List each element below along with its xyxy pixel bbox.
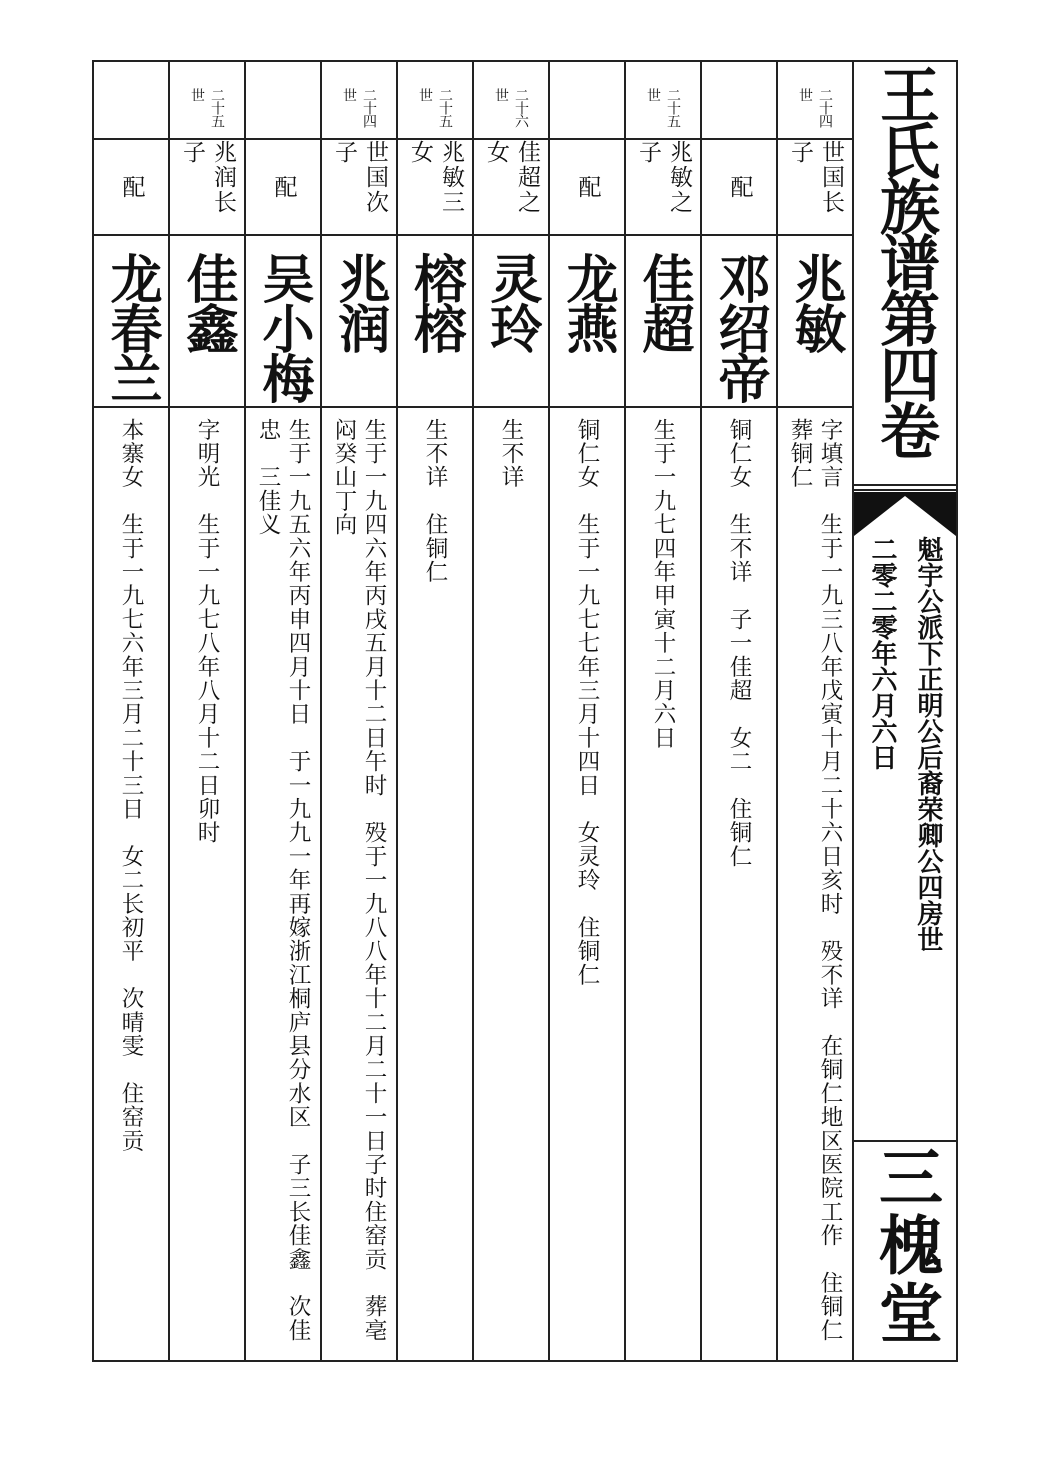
generation-cell xyxy=(778,62,852,140)
name-cell xyxy=(322,236,396,408)
person-name: 佳鑫 xyxy=(177,252,238,352)
relation-label: 配 xyxy=(726,174,753,200)
entry-column-8 xyxy=(244,62,320,1360)
relation-label: 世国次子 xyxy=(331,140,388,215)
person-name: 兆润 xyxy=(329,252,390,352)
entry-column-4 xyxy=(548,62,624,1360)
relation-label: 佳超之女 xyxy=(483,140,540,215)
person-name: 兆敏 xyxy=(785,252,846,352)
title-panel xyxy=(854,60,958,1362)
name-cell xyxy=(626,236,700,408)
generation-cell xyxy=(94,62,168,140)
name-cell xyxy=(94,236,168,408)
bio-cell xyxy=(474,408,548,1360)
generation-cell xyxy=(246,62,320,140)
relation-label: 兆润长子 xyxy=(179,140,236,215)
name-cell xyxy=(702,236,776,408)
bio-cell xyxy=(626,408,700,1360)
person-name: 邓绍帝 xyxy=(709,252,770,402)
name-cell xyxy=(398,236,472,408)
branch-lineage xyxy=(910,536,950,956)
relation-cell xyxy=(702,140,776,236)
generation-label: 二十四世 xyxy=(341,88,377,127)
compile-date-text: 二零二零年六月六日 xyxy=(867,536,897,770)
bio-cell xyxy=(778,408,852,1367)
genealogy-table xyxy=(92,60,854,1367)
generation-cell xyxy=(170,62,244,140)
title-divider xyxy=(854,484,956,486)
person-name: 吴小梅 xyxy=(253,252,314,402)
person-name: 灵玲 xyxy=(481,252,542,352)
bio-cell xyxy=(398,408,472,1360)
generation-label: 二十五世 xyxy=(645,88,681,127)
relation-label: 配 xyxy=(118,174,145,200)
generation-label: 二十六世 xyxy=(493,88,529,127)
hall-name-text: 三槐堂 xyxy=(868,1144,943,1348)
relation-cell xyxy=(778,140,852,236)
relation-cell xyxy=(398,140,472,236)
branch-lineage-text: 魁宇公派下正明公后裔荣卿公四房世 xyxy=(913,536,943,952)
bio-cell xyxy=(702,408,776,1360)
person-bio: 铜仁女 生不详 子一佳超 女二 住铜仁 xyxy=(726,418,752,869)
generation-cell xyxy=(702,62,776,140)
relation-cell xyxy=(246,140,320,236)
relation-cell xyxy=(474,140,548,236)
relation-cell xyxy=(170,140,244,236)
generation-cell xyxy=(474,62,548,140)
entry-column-7 xyxy=(320,62,396,1360)
entry-column-6 xyxy=(396,62,472,1360)
relation-label: 世国长子 xyxy=(787,140,844,215)
name-cell xyxy=(474,236,548,408)
generation-label: 二十五世 xyxy=(189,88,225,127)
entry-column-10 xyxy=(94,62,168,1360)
hall-name xyxy=(854,1144,956,1348)
person-bio: 生于一九七四年甲寅十二月六日 xyxy=(650,418,676,750)
entry-column-1 xyxy=(776,62,852,1367)
generation-label: 二十五世 xyxy=(417,88,453,127)
genealogy-page xyxy=(92,60,958,1367)
title-divider-double xyxy=(854,489,956,491)
person-name: 佳超 xyxy=(633,252,694,352)
relation-label: 配 xyxy=(574,174,601,200)
name-cell xyxy=(778,236,852,408)
name-cell xyxy=(550,236,624,408)
entry-column-9 xyxy=(168,62,244,1360)
person-bio: 生于一九四六年丙戌五月十二日午时 殁于一九八八年十二月二十一日子时住窑贡 葬亳闷癸山丁向 xyxy=(331,418,387,1343)
relation-label: 兆敏之子 xyxy=(635,140,692,215)
relation-cell xyxy=(322,140,396,236)
generation-cell xyxy=(322,62,396,140)
person-bio: 本寨女 生于一九七六年三月二十三日 女二长初平 次晴雯 住窑贡 xyxy=(118,418,144,1153)
fishtail-mark-icon xyxy=(854,492,956,538)
person-bio: 生不详 住铜仁 xyxy=(422,418,448,584)
bio-cell xyxy=(322,408,396,1360)
generation-cell xyxy=(550,62,624,140)
name-cell xyxy=(246,236,320,408)
bio-cell xyxy=(170,408,244,1360)
person-bio: 铜仁女 生于一九七七年三月十四日 女灵玲 住铜仁 xyxy=(574,418,600,987)
generation-cell xyxy=(626,62,700,140)
bio-cell xyxy=(94,408,168,1360)
person-name: 榕榕 xyxy=(405,252,466,352)
person-name: 龙燕 xyxy=(557,252,618,352)
relation-cell xyxy=(94,140,168,236)
relation-cell xyxy=(626,140,700,236)
person-bio: 生不详 xyxy=(498,418,524,490)
name-cell xyxy=(170,236,244,408)
relation-label: 兆敏三女 xyxy=(407,140,464,215)
generation-cell xyxy=(398,62,472,140)
compile-date xyxy=(864,536,904,774)
hall-divider xyxy=(854,1140,956,1142)
entry-column-2 xyxy=(700,62,776,1360)
bio-cell xyxy=(246,408,320,1360)
entry-column-3 xyxy=(624,62,700,1360)
generation-label: 二十四世 xyxy=(797,88,833,127)
person-bio: 生于一九五六年丙申四月十日 于一九九一年再嫁浙江桐庐县分水区 子三长佳鑫 次佳忠 三佳义 xyxy=(255,418,311,1343)
person-bio: 字明光 生于一九七八年八月十二日卯时 xyxy=(194,418,220,845)
person-name: 龙春兰 xyxy=(101,252,162,402)
book-title xyxy=(854,62,956,486)
person-bio: 字填言 生于一九三八年戊寅十月二十六日亥时 殁不详 在铜仁地区医院工作 住铜仁 葬铜仁 xyxy=(787,418,843,1367)
bio-cell xyxy=(550,408,624,1360)
relation-label: 配 xyxy=(270,174,297,200)
entry-column-5 xyxy=(472,62,548,1360)
book-title-text: 王氏族谱第四卷 xyxy=(870,64,940,456)
relation-cell xyxy=(550,140,624,236)
